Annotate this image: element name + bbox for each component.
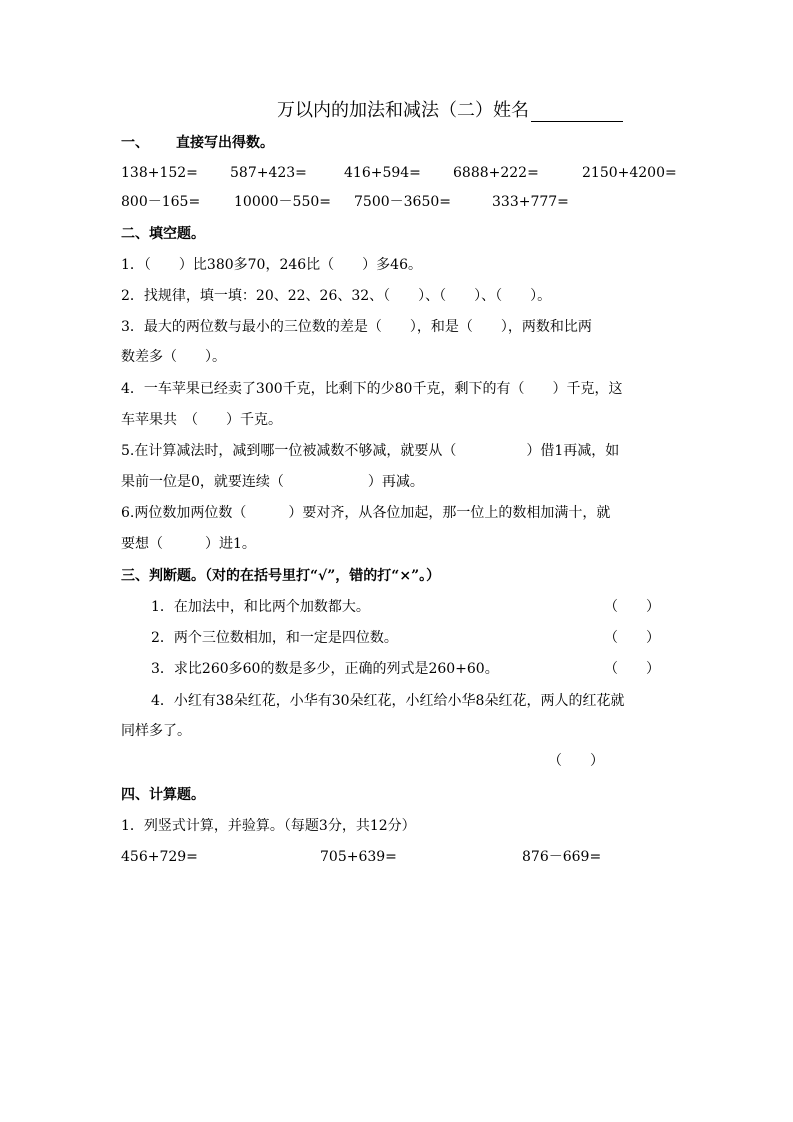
fill-question-3-line2: 数差多（ ）。 [121, 349, 226, 365]
section2-heading: 二、填空题。 [121, 226, 205, 242]
judge-bracket-4: （ ） [548, 753, 604, 769]
vertical-calc-item: 705+639= [320, 849, 397, 865]
judge-bracket-3: （ ） [604, 661, 660, 677]
name-blank [531, 103, 623, 122]
section1-heading-text: 直接写出得数。 [176, 135, 274, 151]
fill-question-6-line1: 6.两位数加两位数（ ）要对齐，从各位加起，那一位上的数相加满十，就 [121, 505, 611, 521]
fill-question-4-line2: 车苹果共 （ ）千克。 [121, 412, 282, 428]
calc-item: 587+423= [230, 165, 307, 181]
page-title [277, 100, 623, 122]
judge-question-3: 3．求比260多60的数是多少，正确的列式是260+60。 [151, 661, 499, 677]
judge-question-2: 2．两个三位数相加，和一定是四位数。 [151, 630, 398, 646]
fill-question-1: 1．（ ）比380多70，246比（ ）多46。 [121, 257, 422, 273]
calc-item: 7500－3650= [354, 194, 451, 210]
vertical-calc-item: 456+729= [121, 849, 198, 865]
calc-item: 6888+222= [453, 165, 539, 181]
calc-item: 333+777= [492, 194, 569, 210]
calc-item: 10000－550= [234, 194, 331, 210]
fill-question-3-line1: 3．最大的两位数与最小的三位数的差是（ ），和是（ ），两数和比两 [121, 319, 592, 335]
fill-question-2: 2．找规律，填一填：20、22、26、32、（ ）、（ ）、（ ）。 [121, 288, 552, 304]
calc-question-1: 1．列竖式计算，并验算。（每题3分，共12分） [121, 818, 416, 834]
fill-question-5-line2: 果前一位是0，就要连续（ ）再减。 [121, 474, 424, 490]
fill-question-5-line1: 5.在计算减法时，减到哪一位被减数不够减，就要从（ ）借1再减，如 [121, 443, 620, 459]
title-text: 万以内的加法和减法（二）姓名 [277, 100, 529, 121]
judge-bracket-1: （ ） [604, 599, 660, 615]
judge-question-1: 1．在加法中，和比两个加数都大。 [151, 599, 370, 615]
fill-question-4-line1: 4．一车苹果已经卖了300千克，比剩下的少80千克，剩下的有（ ）千克，这 [121, 381, 623, 397]
judge-bracket-2: （ ） [604, 630, 660, 646]
section3-heading: 三、判断题。（对的在括号里打“√”，错的打“×”。） [121, 568, 441, 584]
vertical-calc-item: 876－669= [522, 849, 602, 865]
section1-heading-number: 一、 [121, 135, 149, 151]
judge-question-4-line2: 同样多了。 [121, 723, 191, 739]
calc-item: 416+594= [344, 165, 421, 181]
judge-question-4-line1: 4．小红有38朵红花，小华有30朵红花，小红给小华8朵红花，两人的红花就 [151, 693, 625, 709]
calc-item: 2150+4200= [582, 165, 677, 181]
calc-item: 138+152= [121, 165, 198, 181]
calc-item: 800－165= [121, 194, 201, 210]
fill-question-6-line2: 要想（ ）进1。 [121, 536, 256, 552]
section4-heading: 四、计算题。 [121, 787, 205, 803]
